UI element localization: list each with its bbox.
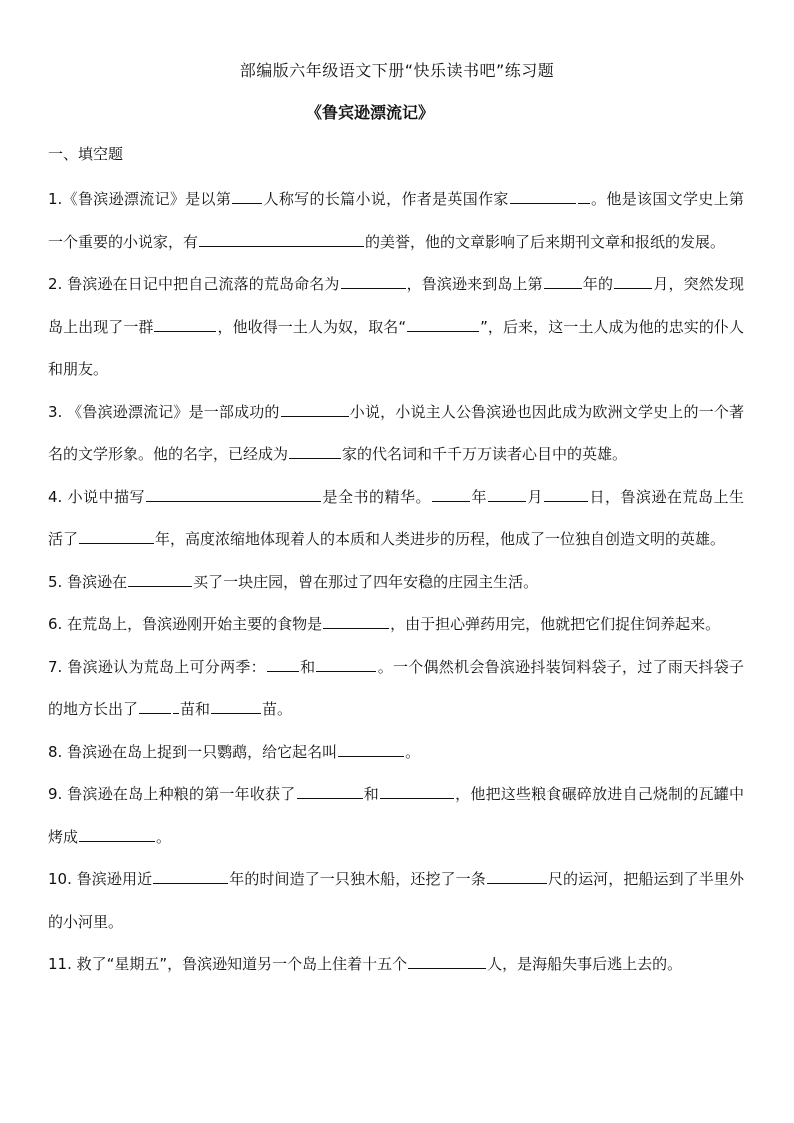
answer-blank[interactable] [297, 783, 363, 799]
question-item [48, 561, 744, 604]
answer-blank[interactable] [408, 953, 486, 969]
answer-blank[interactable] [323, 613, 389, 629]
question-text: ”，后来，这一土人成为他的忠实的仆人和朋友。 [48, 317, 744, 378]
answer-blank[interactable] [380, 783, 454, 799]
question-text: 2. 鲁滨逊在日记中把自己流落的荒岛命名为 [48, 275, 340, 293]
question-text: 苗。 [262, 700, 293, 718]
question-item [48, 773, 744, 858]
question-text: 5. 鲁滨逊在 [48, 572, 128, 591]
answer-blank[interactable] [487, 868, 547, 884]
question-text: 9. 鲁滨逊在岛上种粮的第一年收获了 [48, 785, 296, 803]
answer-blank[interactable] [154, 316, 216, 332]
question-item [48, 943, 744, 986]
answer-blank[interactable] [510, 188, 576, 204]
question-text: 1.《鲁滨逊漂流记》是以第 [48, 190, 232, 208]
answer-blank[interactable] [146, 486, 321, 502]
question-item [48, 476, 744, 561]
book-title: 《鲁宾逊漂流记》 [305, 103, 434, 122]
answer-blank[interactable] [407, 316, 479, 332]
answer-blank[interactable] [432, 486, 470, 502]
question-item [48, 603, 744, 646]
question-text: 。他是该国文学史上第一个重要的小说家，有 [48, 190, 744, 251]
question-item [48, 858, 744, 943]
question-text: 和 [299, 657, 316, 676]
question-text: 年，高度浓缩地体现着人的本质和人类进步的历程，他成了一位独自创造文明的英雄。 [155, 530, 726, 548]
question-text: ，他收得一土人为奴，取名“ [217, 317, 407, 336]
answer-blank[interactable] [488, 486, 526, 502]
question-text: 尺的运河，把船运到了半里外的小河里。 [48, 870, 744, 931]
question-item [48, 646, 744, 731]
question-text: 家的代名词和千千万万读者心目中的英雄。 [342, 445, 628, 463]
question-text: 。 [156, 827, 172, 846]
question-text: 的美誉，他的文章影响了后来期刊文章和报纸的发展。 [365, 232, 726, 251]
answer-blank[interactable] [614, 273, 652, 289]
question-text: 小说，小说主人公鲁滨逊也因此成为欧洲文学史上的一个著名的文学形象。他的名字，已经成为 [48, 402, 744, 463]
answer-blank[interactable] [211, 698, 261, 714]
answer-blank[interactable] [289, 443, 341, 459]
question-item [48, 178, 744, 263]
question-text: 7. 鲁滨逊认为荒岛上可分两季： [48, 657, 266, 676]
question-text: 4. 小说中描写 [48, 487, 146, 506]
question-text: 3. 《鲁滨逊漂流记》是一部成功的 [48, 402, 280, 421]
question-item [48, 391, 744, 476]
answer-blank[interactable] [544, 273, 582, 289]
question-text: 11. 救了“星期五”，鲁滨逊知道另一个岛上住着十五个 [48, 955, 408, 973]
question-text: 10. 鲁滨逊用近 [48, 870, 153, 888]
answer-blank[interactable] [341, 273, 406, 289]
question-text: 买了一块庄园，曾在那过了四年安稳的庄园主生活。 [193, 572, 539, 591]
question-text: 人称写的长篇小说，作者是英国作家 [263, 190, 509, 208]
question-text: ，鲁滨逊来到岛上第 [406, 275, 543, 293]
question-text: 月 [527, 487, 544, 506]
answer-blank[interactable] [79, 528, 154, 544]
answer-blank[interactable] [128, 571, 192, 587]
question-text: 年的 [582, 275, 614, 293]
answer-blank[interactable] [79, 826, 155, 842]
question-text: 年 [471, 487, 488, 506]
answer-blank[interactable] [173, 698, 179, 714]
answer-blank[interactable] [544, 486, 588, 502]
question-text: 月，突然发现岛上出现了一群 [48, 275, 744, 336]
answer-blank[interactable] [578, 188, 590, 204]
answer-blank[interactable] [338, 741, 404, 757]
answer-blank[interactable] [281, 401, 349, 417]
document-title: 部编版六年级语文下册“快乐读书吧”练习题 [239, 61, 555, 80]
answer-blank[interactable] [199, 231, 364, 247]
question-text: 。 [405, 742, 421, 761]
answer-blank[interactable] [139, 698, 171, 714]
question-item [48, 263, 744, 391]
section-heading: 一、填空题 [48, 145, 124, 163]
answer-blank[interactable] [316, 656, 376, 672]
question-text: ，他把这些粮食碾碎放进自己烧制的瓦罐中烤成 [48, 785, 744, 846]
answer-blank[interactable] [153, 868, 228, 884]
question-text: ，由于担心弹药用完，他就把它们捉住饲养起来。 [390, 615, 721, 633]
answer-blank[interactable] [267, 656, 299, 672]
question-list [48, 178, 744, 986]
question-text: 6. 在荒岛上，鲁滨逊刚开始主要的食物是 [48, 615, 323, 633]
question-text: 和 [363, 785, 379, 803]
question-text: 人，是海船失事后逃上去的。 [487, 955, 683, 973]
question-text: 是全书的精华。 [322, 487, 432, 506]
question-item [48, 731, 744, 774]
question-text: 8. 鲁滨逊在岛上捉到一只鹦鹉，给它起名叫 [48, 742, 338, 761]
question-text: 。一个偶然机会鲁滨逊抖装饲料袋子，过了雨天抖袋子的地方长出了 [48, 657, 744, 718]
question-text: 日，鲁滨逊在荒岛上生活了 [48, 487, 744, 548]
question-text: 苗和 [180, 700, 211, 718]
question-text: 年的时间造了一只独木船，还挖了一条 [229, 870, 486, 888]
answer-blank[interactable] [232, 188, 262, 204]
